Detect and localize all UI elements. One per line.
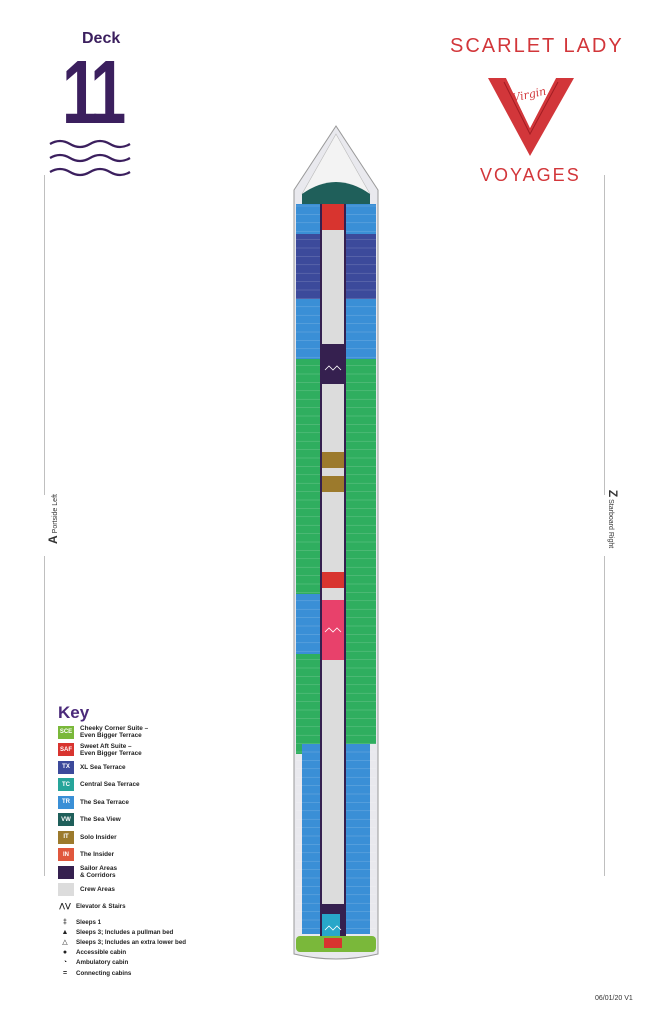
key-title: Key: [58, 703, 90, 722]
key-label: Central Sea Terrace: [80, 781, 140, 788]
key-swatch: TC: [58, 778, 74, 791]
key-item: [58, 864, 180, 880]
key-swatch: IN: [58, 848, 74, 861]
solo-insider-cabins: [322, 452, 344, 468]
key-swatch: VW: [58, 813, 74, 826]
key-item: [58, 742, 180, 758]
key-item: [58, 847, 180, 863]
key-label: Sweet Aft Suite – Even Bigger Terrace: [80, 742, 142, 757]
symbol-label: Accessible cabin: [76, 949, 127, 957]
connecting-cabins-icon: =: [62, 969, 68, 977]
starboard-cabins-aft: [346, 744, 370, 934]
symbol-label: Sleeps 3; Includes an extra lower bed: [76, 938, 187, 946]
symbol-item: [58, 958, 128, 968]
key-item: [58, 829, 180, 845]
insider-cabins-forward: [322, 204, 344, 230]
corridor-left: [320, 204, 322, 944]
symbol-label: Sleeps 1: [76, 918, 102, 926]
symbol-item: [58, 948, 126, 958]
portside-label: A Portside Left: [45, 494, 60, 544]
sweet-aft-suite: [324, 938, 342, 948]
key-label: The Sea Terrace: [80, 798, 129, 806]
port-cabins-sea-terrace: [296, 299, 320, 359]
symbol-label: Connecting cabins: [76, 969, 132, 977]
key-item: [58, 812, 180, 828]
port-cabins-mid: [296, 594, 320, 654]
extra-lower-bed-icon: △: [62, 939, 68, 947]
port-cabins-forward: [296, 204, 320, 234]
key-label: Crew Areas: [80, 886, 115, 893]
deck-plan: [288, 124, 384, 966]
symbol-item: [58, 917, 101, 927]
port-cabins-aft: [302, 744, 320, 934]
version-date: 06/01/20 V1: [595, 995, 633, 1002]
accessible-cabin-icon: ●: [62, 949, 68, 957]
starboard-cabins-sea-terrace: [346, 299, 376, 359]
port-guide-line: [44, 175, 45, 495]
starboard-cabins-forward: [346, 204, 376, 234]
symbol-label: Sleeps 3; Includes a pullman bed: [76, 928, 174, 936]
solo-insider-cabins: [322, 476, 344, 492]
key-swatch: TX: [58, 761, 74, 774]
key-label: Cheeky Corner Suite – Even Bigger Terrace: [80, 725, 149, 739]
port-cabins-xl: [296, 234, 320, 299]
key-item: [58, 794, 180, 810]
company-name: VOYAGES: [480, 165, 581, 185]
key-label: Sailor Areas & Corridors: [80, 865, 118, 879]
ambulatory-cabin-icon: ◔: [62, 959, 68, 967]
starboard-label: Z Starboard Right: [606, 489, 621, 549]
elevator-mid: [322, 600, 344, 660]
key-label: Solo Insider: [80, 833, 117, 841]
key-swatch: SAF: [58, 743, 74, 756]
starboard-cabins-xl: [346, 234, 376, 299]
elevator-forward: [322, 344, 344, 384]
symbol-item: [58, 927, 173, 937]
key-label: XL Sea Terrace: [80, 763, 126, 771]
symbol-item: [58, 968, 131, 978]
deck-label: Deck: [82, 30, 121, 47]
key-item: [58, 724, 180, 740]
key-swatch: SCE: [58, 726, 74, 739]
symbol-label: Elevator & Stairs: [76, 902, 126, 910]
waves-icon: [48, 138, 138, 182]
key-swatch: IT: [58, 831, 74, 844]
symbol-item: [58, 901, 126, 911]
sleeps-1-icon: ‡: [63, 918, 67, 926]
ship-name: SCARLET LADY: [450, 35, 624, 57]
pullman-bed-icon: ▲: [61, 928, 69, 936]
key-label: The Sea View: [80, 816, 121, 823]
key-item: [58, 759, 180, 775]
symbol-item: [58, 937, 186, 947]
key-swatch: [58, 883, 74, 896]
key-label: The Insider: [80, 851, 115, 858]
key-swatch: [58, 866, 74, 879]
elevator-stairs-icon: ⋀⋁: [59, 903, 71, 910]
insider-cabins-mid: [322, 572, 344, 588]
starboard-guide-line: [604, 556, 605, 876]
key-item: [58, 777, 180, 793]
svg-text:Virgin: Virgin: [511, 84, 548, 105]
virgin-voyages-logo: [486, 68, 576, 158]
deck-number: 11: [62, 43, 122, 143]
key-swatch: TR: [58, 796, 74, 809]
key-item: [58, 882, 180, 898]
corridor-right: [344, 204, 346, 944]
symbol-label: Ambulatory cabin: [76, 959, 129, 967]
starboard-guide-line: [604, 175, 605, 495]
port-guide-line: [44, 556, 45, 876]
